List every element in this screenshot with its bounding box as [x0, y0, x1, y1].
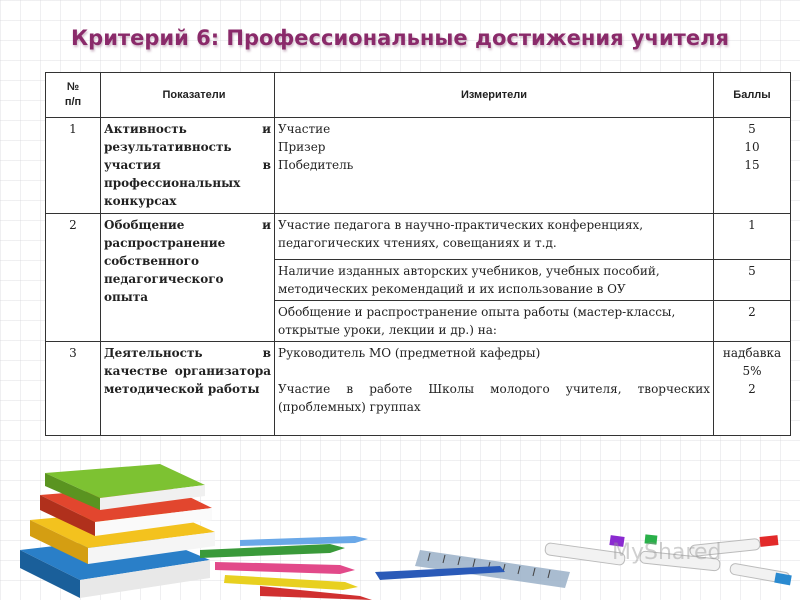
row-points: 1 — [714, 214, 791, 260]
table-row — [46, 214, 791, 260]
row-measure: Обобщение и распространение опыта работы (мастер-классы, открытые уроки, лекции и др.) на: — [275, 301, 714, 342]
row-number: 2 — [46, 214, 101, 342]
ruler-icon — [375, 550, 570, 588]
points-value: 2 — [748, 382, 756, 396]
pencils-icon — [200, 536, 372, 600]
points-value: 10 — [744, 140, 760, 154]
points-value: 15 — [744, 158, 760, 172]
header-measures: Измерители — [275, 73, 714, 118]
measure-item: Призер — [278, 140, 326, 154]
row-indicator: Деятельность в качестве организатора методической работы — [101, 342, 275, 436]
measure-item: Руководитель МО (предметной кафедры) — [278, 346, 541, 360]
points-value: 5 — [748, 122, 756, 136]
row-points — [714, 342, 791, 436]
row-points: 5 — [714, 260, 791, 301]
criteria-table — [45, 72, 791, 436]
points-value: 5% — [742, 364, 762, 378]
row-measure: Наличие изданных авторских учебников, учебных пособий, методических рекомендаций и их использование в ОУ — [275, 260, 714, 301]
header-points: Баллы — [714, 73, 791, 118]
row-indicator: Активность и результативность участия в профессиональных конкурсах — [101, 118, 275, 214]
criteria-table-container — [45, 72, 782, 436]
row-number: 1 — [46, 118, 101, 214]
book-stack-icon — [20, 464, 215, 598]
header-indicators: Показатели — [101, 73, 275, 118]
measure-item: Победитель — [278, 158, 354, 172]
table-row — [46, 118, 791, 214]
table-row — [46, 342, 791, 436]
school-supplies-illustration — [0, 440, 800, 600]
watermark-logo: MyShared — [612, 540, 722, 565]
measure-item: Участие в работе Школы молодого учителя, творческих (проблемных) группах — [278, 382, 710, 414]
row-number: 3 — [46, 342, 101, 436]
header-number: № п/п — [46, 73, 101, 118]
row-indicator: Обобщение и распространение собственного педагогического опыта — [101, 214, 275, 342]
row-measures — [275, 342, 714, 436]
points-value: надбавка — [722, 346, 782, 360]
measure-item: Участие — [278, 122, 331, 136]
row-measures — [275, 118, 714, 214]
row-measure: Участие педагога в научно-практических конференциях, педагогических чтениях, совещаниях и т.д. — [275, 214, 714, 260]
page-title: Критерий 6: Профессиональные достижения учителя — [71, 26, 729, 50]
row-points: 2 — [714, 301, 791, 342]
table-header-row — [46, 73, 791, 118]
row-points — [714, 118, 791, 214]
